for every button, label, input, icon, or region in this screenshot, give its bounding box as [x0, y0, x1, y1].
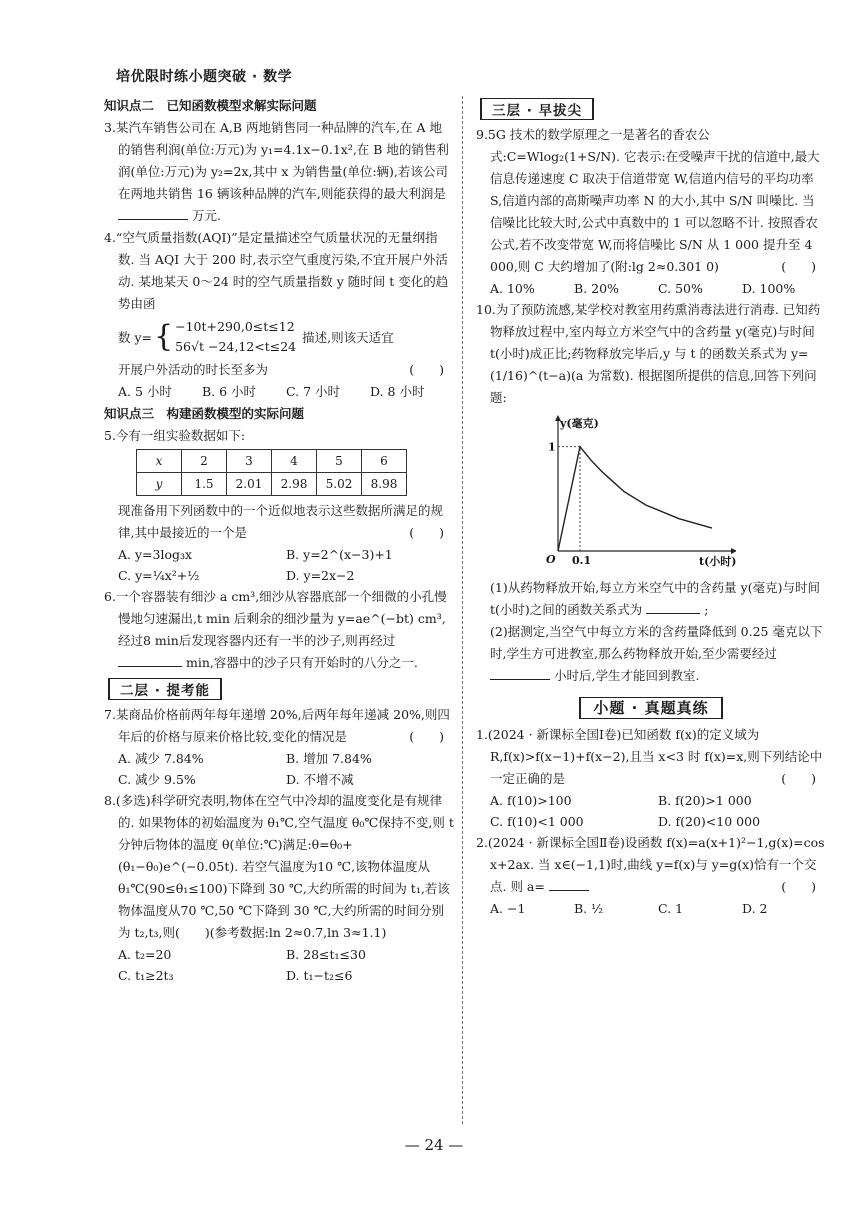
question-3-tail: 万元. [191, 208, 221, 223]
option-d[interactable]: D. 8 小时 [370, 384, 425, 399]
question-5-text: 5.今有一组实验数据如下: [104, 428, 246, 443]
x-axis-arrow [731, 548, 736, 554]
sub-question-2-tail: 小时后,学生才能回到教室. [553, 668, 700, 683]
tier-2-heading: 二层 · 提考能 [108, 678, 222, 700]
options-9 [476, 278, 826, 299]
question-7 [104, 704, 454, 748]
option-c[interactable]: C. t₁≥2t₃ [118, 968, 174, 983]
question-9-text: 9.5G 技术的数学原理之一是著名的香农公式:C=Wlog₂(1+S/N). 它表示:在受噪声干扰的信道中,最大信息传递速度 C 取决于信道带宽 W,信道内信号的平均功率 S,信道内部的高斯噪声功率 N 的大小,其中 S/N 叫噪比. 当信噪比比较大时,公式中真数中的 1 可以忽略不计. 按照香农公式,若不改变带宽 W,而将信噪比 S/N 从 1 000 提升至 4 000,则 C 大约增加了(附:lg 2≈0.301 0) [476, 127, 820, 274]
options-8 [104, 944, 454, 986]
question-4-tail-line [104, 359, 454, 381]
answer-blank-r2[interactable] [549, 890, 589, 891]
option-b[interactable]: B. 增加 7.84% [286, 751, 372, 766]
piecewise-suffix: 描述,则该天适宜 [302, 330, 394, 345]
drug-concentration-chart [536, 413, 826, 577]
table-row-y [137, 473, 407, 496]
table-cell: 4 [272, 450, 317, 473]
question-4 [104, 227, 454, 315]
answer-paren-r2[interactable]: ( ) [781, 879, 816, 894]
concentration-curve [558, 447, 712, 551]
piecewise-prefix: 数 y= [118, 330, 153, 345]
question-10-text: 10.为了预防流感,某学校对教室用药熏消毒法进行消毒. 已知药物释放过程中,室内每立方米空气中的含药量 y(毫克)与时间 t(小时)成正比;药物释放完毕后,y 与 t 的函数关系式为 y=(1/16)^(t−a)(a 为常数). 根据图所提供的信息,回答下列问题: [476, 302, 821, 405]
option-d[interactable]: D. 不增不减 [286, 772, 354, 787]
option-b[interactable]: B. 28≤t₁≤30 [286, 947, 366, 962]
question-4-text: 4.“空气质量指数(AQI)”是定量描述空气质量状况的无量纲指数. 当 AQI 大于 200 时,表示空气重度污染,不宜开展户外活动. 某地某天 0～24 时的空气质量指数 y 随时间 t 变化的趋势由函 [104, 230, 449, 311]
options-4 [104, 381, 454, 402]
option-a[interactable]: A. 5 小时 [118, 384, 172, 399]
options-r1 [476, 790, 826, 832]
exam-question-1-text: 1.(2024 · 新课标全国Ⅰ卷)已知函数 f(x)的定义域为 R,f(x)>f(x−1)+f(x−2),且当 x<3 时 f(x)=x,则下列结论中一定正确的是 [476, 727, 823, 786]
question-10-sub-2 [476, 621, 826, 687]
section-heading-3: 知识点三 构建函数模型的实际问题 [104, 406, 305, 421]
option-a[interactable]: A. 10% [490, 281, 535, 296]
table-cell: 2.98 [272, 473, 317, 496]
chart-svg [536, 413, 736, 573]
exam-question-2-text: 2.(2024 · 新课标全国Ⅱ卷)设函数 f(x)=a(x+1)²−1,g(x)=cos x+2ax. 当 x∈(−1,1)时,曲线 y=f(x)与 y=g(x)恰有一个交点. 则 a= [476, 835, 825, 894]
option-d[interactable]: D. 2 [742, 901, 768, 916]
question-5 [104, 425, 454, 447]
chart-axes [555, 415, 736, 554]
answer-paren-9[interactable]: ( ) [781, 259, 816, 274]
answer-blank-3[interactable] [118, 219, 188, 220]
question-7-text: 7.某商品价格前两年每年递增 20%,后两年每年递减 20%,则四年后的价格与原来价格比较,变化的情况是 [104, 707, 450, 744]
option-b[interactable]: B. 20% [574, 281, 619, 296]
real-exam-section-title: 小题 · 真题真练 [579, 697, 722, 719]
question-3-text: 3.某汽车销售公司在 A,B 两地销售同一种品牌的汽车,在 A 地的销售利润(单位:万元)为 y₁=4.1x−0.1x²,在 B 地的销售利润(单位:万元)为 y₂=2x,其中 x 为销售量(单位:辆),若该公司在两地共销售 16 辆该种品牌的汽车,则能获得的最大利润是 [104, 120, 449, 201]
table-cell: 2 [182, 450, 227, 473]
table-cell: 8.98 [362, 473, 407, 496]
real-exam-section [476, 697, 826, 718]
option-a[interactable]: A. −1 [490, 901, 526, 916]
page-number: — 24 — [404, 1136, 464, 1154]
section-heading-2: 知识点二 已知函数模型求解实际问题 [104, 98, 317, 113]
question-8 [104, 790, 454, 944]
piecewise-function [104, 317, 454, 357]
answer-blank-6[interactable] [118, 666, 182, 667]
option-c[interactable]: C. 减少 9.5% [118, 772, 196, 787]
table-cell: x [137, 450, 182, 473]
option-c[interactable]: C. 50% [658, 281, 703, 296]
question-6-tail: min,容器中的沙子只有开始时的八分之一. [185, 655, 418, 670]
page-header-title: 培优限时练小题突破 · 数学 [116, 69, 293, 85]
origin-label: O [546, 553, 556, 566]
sub-question-2-text: (2)据测定,当空气中每立方米的含药量降低到 0.25 毫克以下时,学生方可进教室,那么药物释放开始,至少需要经过 [490, 624, 823, 661]
x-tick-label: 0.1 [572, 554, 592, 567]
question-4-tail: 开展户外活动的时长至多为 [118, 362, 269, 377]
chart-labels [546, 416, 736, 568]
option-a[interactable]: A. 减少 7.84% [118, 751, 204, 766]
option-c[interactable]: C. 1 [658, 901, 684, 916]
option-c[interactable]: C. 7 小时 [286, 384, 340, 399]
question-5-prompt [104, 500, 454, 544]
table-row-x [137, 450, 407, 473]
option-d[interactable]: D. f(20)<10 000 [658, 814, 761, 829]
chart-marks [558, 447, 712, 551]
option-b[interactable]: B. f(20)>1 000 [658, 793, 752, 808]
table-cell: 6 [362, 450, 407, 473]
answer-paren-7[interactable]: ( ) [409, 729, 444, 744]
sub-question-1-text: (1)从药物释放开始,每立方米空气中的含药量 y(毫克)与时间 t(小时)之间的函数关系式为 [490, 580, 820, 617]
question-3 [104, 117, 454, 227]
question-5-prompt-text: 现准备用下列函数中的一个近似地表示这些数据所满足的规律,其中最接近的一个是 [118, 503, 444, 540]
left-column [104, 94, 454, 986]
question-9 [476, 124, 826, 278]
option-d[interactable]: D. y=2x−2 [286, 568, 355, 583]
question-10 [476, 299, 826, 409]
options-5 [104, 544, 454, 586]
option-b[interactable]: B. ½ [574, 901, 604, 916]
answer-paren-r1[interactable]: ( ) [781, 771, 816, 786]
answer-paren-5[interactable]: ( ) [409, 525, 444, 540]
answer-paren-4[interactable]: ( ) [409, 362, 444, 377]
question-8-text: 8.(多选)科学研究表明,物体在空气中冷却的温度变化是有规律的. 如果物体的初始温度为 θ₁℃,空气温度 θ₀℃保持不变,则 t 分钟后物体的温度 θ(单位:℃)满足:θ=θ₀+(θ₁−θ₀)e^(−0.05t). 若空气温度为10 ℃,该物体温度从 θ₁℃(90≤θ₁≤100)下降到 30 ℃,大约所需的时间为 t₁,若该物体温度从70 ℃,50 ℃下降到 30 ℃,大约所需的时间分别为 t₂,t₃,则( )(参考数据:ln 2≈0.7,ln 3≈1.1) [104, 793, 454, 940]
table-cell: 5 [317, 450, 362, 473]
option-b[interactable]: B. y=2^(x−3)+1 [286, 547, 393, 562]
table-cell: 1.5 [182, 473, 227, 496]
tier-3-heading: 三层 · 早拔尖 [480, 98, 594, 120]
option-b[interactable]: B. 6 小时 [202, 384, 257, 399]
data-table [136, 449, 407, 496]
piecewise-case-2: 56√t −24,12<t≤24 [175, 339, 297, 354]
sub-question-1-tail: ; [704, 602, 709, 617]
question-6-text: 6.一个容器装有细沙 a cm³,细沙从容器底部一个细微的小孔慢慢地匀速漏出,t min 后剩余的细沙量为 y=ae^(−bt) cm³,经过8 min后发现容器内还有一半的沙子,则再经过 [104, 589, 447, 648]
right-column [476, 94, 826, 919]
x-axis-label: t(小时) [699, 555, 736, 568]
exam-question-2 [476, 832, 826, 898]
question-10-sub-1 [476, 577, 826, 621]
options-r2 [476, 898, 826, 919]
option-a[interactable]: A. y=3log₃x [118, 547, 193, 562]
question-6 [104, 586, 454, 674]
table-cell: 2.01 [227, 473, 272, 496]
option-a[interactable]: A. t₂=20 [118, 947, 172, 962]
option-d[interactable]: D. t₁−t₂≤6 [286, 968, 353, 983]
option-d[interactable]: D. 100% [742, 281, 796, 296]
option-c[interactable]: C. y=¼x²+½ [118, 568, 200, 583]
piecewise-case-1: −10t+290,0≤t≤12 [175, 319, 295, 334]
piecewise-cases [175, 317, 296, 357]
answer-blank-10-2[interactable] [490, 679, 550, 680]
table-cell: 5.02 [317, 473, 362, 496]
option-c[interactable]: C. f(10)<1 000 [490, 814, 584, 829]
option-a[interactable]: A. f(10)>100 [490, 793, 572, 808]
exam-question-1 [476, 724, 826, 790]
y-axis-label: y(毫克) [560, 417, 599, 430]
column-divider [462, 96, 463, 1124]
brace-glyph: { [154, 319, 174, 354]
answer-blank-10-1[interactable] [646, 613, 700, 614]
table-cell: y [137, 473, 182, 496]
y-tick-label: 1 [548, 440, 556, 454]
options-7 [104, 748, 454, 790]
table-cell: 3 [227, 450, 272, 473]
